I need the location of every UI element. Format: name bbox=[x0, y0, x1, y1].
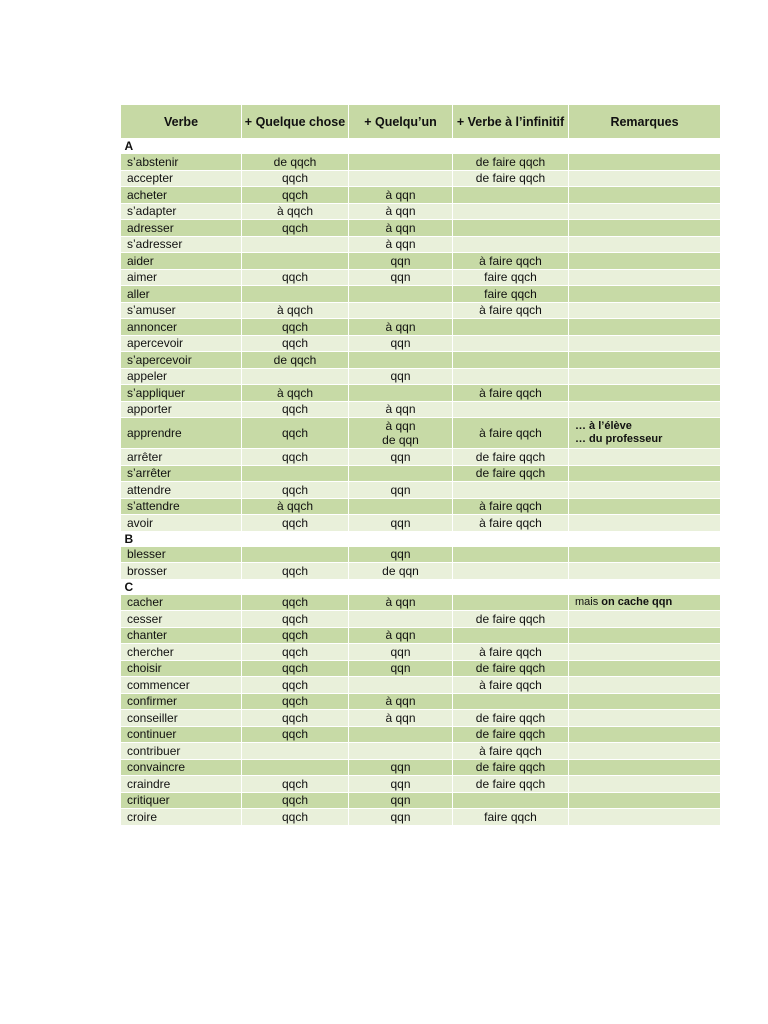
table-row bbox=[121, 269, 721, 286]
table-row bbox=[121, 809, 721, 826]
cell-infinitif: à faire qqch bbox=[453, 302, 569, 319]
cell-verbe: apprendre bbox=[121, 418, 242, 449]
cell-remarques bbox=[569, 482, 721, 499]
table-row bbox=[121, 710, 721, 727]
cell-infinitif bbox=[453, 627, 569, 644]
cell-infinitif: faire qqch bbox=[453, 269, 569, 286]
cell-quelquun: à qqn bbox=[349, 203, 453, 220]
cell-infinitif: de faire qqch bbox=[453, 776, 569, 793]
cell-infinitif bbox=[453, 482, 569, 499]
table-row bbox=[121, 401, 721, 418]
cell-remarques bbox=[569, 236, 721, 253]
cell-quelque-chose: qqch bbox=[242, 269, 349, 286]
section-letter-row bbox=[121, 139, 721, 154]
cell-verbe: chercher bbox=[121, 644, 242, 661]
table-row bbox=[121, 385, 721, 402]
cell-quelquun bbox=[349, 677, 453, 694]
cell-quelque-chose bbox=[242, 759, 349, 776]
cell-infinitif: à faire qqch bbox=[453, 498, 569, 515]
cell-remarques bbox=[569, 776, 721, 793]
cell-remarques bbox=[569, 187, 721, 204]
cell-quelque-chose: à qqch bbox=[242, 203, 349, 220]
cell-quelquun: qqn bbox=[349, 792, 453, 809]
table-row bbox=[121, 759, 721, 776]
cell-quelque-chose: qqch bbox=[242, 563, 349, 580]
cell-remarques bbox=[569, 759, 721, 776]
cell-quelquun bbox=[349, 611, 453, 628]
cell-remarques bbox=[569, 563, 721, 580]
cell-infinitif bbox=[453, 236, 569, 253]
cell-remarques bbox=[569, 627, 721, 644]
cell-remarques bbox=[569, 368, 721, 385]
cell-remarques bbox=[569, 203, 721, 220]
cell-remarques bbox=[569, 743, 721, 760]
cell-quelquun bbox=[349, 726, 453, 743]
cell-remarques bbox=[569, 644, 721, 661]
table-row bbox=[121, 611, 721, 628]
table-row bbox=[121, 563, 721, 580]
cell-quelque-chose bbox=[242, 465, 349, 482]
cell-quelque-chose: qqch bbox=[242, 809, 349, 826]
cell-verbe: blesser bbox=[121, 546, 242, 563]
cell-verbe: aller bbox=[121, 286, 242, 303]
cell-infinitif: de faire qqch bbox=[453, 726, 569, 743]
cell-infinitif: à faire qqch bbox=[453, 644, 569, 661]
cell-quelque-chose: qqch bbox=[242, 644, 349, 661]
table-header bbox=[121, 105, 721, 139]
table-row bbox=[121, 726, 721, 743]
cell-quelquun bbox=[349, 418, 453, 449]
table-row bbox=[121, 319, 721, 336]
cell-verbe: critiquer bbox=[121, 792, 242, 809]
table-row bbox=[121, 482, 721, 499]
cell-remarques bbox=[569, 385, 721, 402]
cell-remarques bbox=[569, 465, 721, 482]
cell-verbe: attendre bbox=[121, 482, 242, 499]
table-row bbox=[121, 693, 721, 710]
cell-quelque-chose: qqch bbox=[242, 660, 349, 677]
cell-infinitif bbox=[453, 594, 569, 611]
cell-quelquun: qqn bbox=[349, 809, 453, 826]
cell-infinitif bbox=[453, 319, 569, 336]
cell-remarques bbox=[569, 253, 721, 270]
cell-remarques bbox=[569, 660, 721, 677]
cell-verbe: chanter bbox=[121, 627, 242, 644]
cell-verbe: s’arrêter bbox=[121, 465, 242, 482]
table-row bbox=[121, 743, 721, 760]
cell-verbe: acheter bbox=[121, 187, 242, 204]
cell-remarques bbox=[569, 269, 721, 286]
cell-quelque-chose: qqch bbox=[242, 220, 349, 237]
table-row bbox=[121, 236, 721, 253]
cell-quelque-chose bbox=[242, 743, 349, 760]
cell-quelquun: à qqn bbox=[349, 693, 453, 710]
cell-remarques bbox=[569, 302, 721, 319]
section-letter: B bbox=[121, 531, 721, 546]
table-row bbox=[121, 418, 721, 449]
cell-verbe: aimer bbox=[121, 269, 242, 286]
table-row bbox=[121, 660, 721, 677]
cell-quelque-chose: qqch bbox=[242, 482, 349, 499]
cell-verbe: craindre bbox=[121, 776, 242, 793]
cell-remarques bbox=[569, 319, 721, 336]
cell-quelque-chose: qqch bbox=[242, 187, 349, 204]
table-row bbox=[121, 335, 721, 352]
cell-infinitif: de faire qqch bbox=[453, 154, 569, 171]
cell-infinitif bbox=[453, 335, 569, 352]
header-remarques: Remarques bbox=[569, 105, 721, 139]
cell-verbe: arrêter bbox=[121, 449, 242, 466]
cell-remarques bbox=[569, 170, 721, 187]
cell-quelquun-line1: à qqn bbox=[385, 419, 416, 433]
cell-quelque-chose: à qqch bbox=[242, 385, 349, 402]
cell-quelquun: qqn bbox=[349, 515, 453, 532]
cell-verbe: conseiller bbox=[121, 710, 242, 727]
cell-infinitif bbox=[453, 563, 569, 580]
cell-verbe: apercevoir bbox=[121, 335, 242, 352]
cell-infinitif: de faire qqch bbox=[453, 465, 569, 482]
cell-verbe: s’appliquer bbox=[121, 385, 242, 402]
cell-verbe: choisir bbox=[121, 660, 242, 677]
cell-quelque-chose bbox=[242, 368, 349, 385]
cell-quelquun bbox=[349, 465, 453, 482]
cell-quelque-chose: qqch bbox=[242, 594, 349, 611]
table-row bbox=[121, 677, 721, 694]
cell-quelquun: à qqn bbox=[349, 319, 453, 336]
cell-infinitif: à faire qqch bbox=[453, 515, 569, 532]
cell-remarques bbox=[569, 335, 721, 352]
cell-remarques bbox=[569, 449, 721, 466]
cell-quelquun: à qqn bbox=[349, 401, 453, 418]
table-row bbox=[121, 644, 721, 661]
cell-remarques bbox=[569, 677, 721, 694]
cell-quelquun: à qqn bbox=[349, 236, 453, 253]
cell-quelque-chose: à qqch bbox=[242, 302, 349, 319]
cell-quelque-chose: qqch bbox=[242, 170, 349, 187]
cell-infinitif bbox=[453, 203, 569, 220]
cell-infinitif: de faire qqch bbox=[453, 449, 569, 466]
table-row bbox=[121, 627, 721, 644]
cell-infinitif: à faire qqch bbox=[453, 385, 569, 402]
cell-verbe: s’adresser bbox=[121, 236, 242, 253]
cell-verbe: convaincre bbox=[121, 759, 242, 776]
cell-quelquun: qqn bbox=[349, 253, 453, 270]
table-row bbox=[121, 449, 721, 466]
cell-quelquun: qqn bbox=[349, 335, 453, 352]
cell-infinitif: de faire qqch bbox=[453, 710, 569, 727]
cell-quelque-chose: qqch bbox=[242, 611, 349, 628]
cell-infinitif: faire qqch bbox=[453, 809, 569, 826]
table-row bbox=[121, 154, 721, 171]
cell-remarques bbox=[569, 546, 721, 563]
cell-remarques bbox=[569, 154, 721, 171]
cell-verbe: s’attendre bbox=[121, 498, 242, 515]
cell-infinitif bbox=[453, 352, 569, 369]
cell-quelquun bbox=[349, 170, 453, 187]
cell-verbe: commencer bbox=[121, 677, 242, 694]
table-row bbox=[121, 776, 721, 793]
cell-quelque-chose: à qqch bbox=[242, 498, 349, 515]
cell-quelque-chose bbox=[242, 546, 349, 563]
cell-quelque-chose: qqch bbox=[242, 627, 349, 644]
cell-infinitif: de faire qqch bbox=[453, 759, 569, 776]
cell-infinitif: à faire qqch bbox=[453, 418, 569, 449]
table-body bbox=[121, 139, 721, 826]
cell-quelquun bbox=[349, 743, 453, 760]
cell-verbe: aider bbox=[121, 253, 242, 270]
cell-verbe: accepter bbox=[121, 170, 242, 187]
header-row bbox=[121, 105, 721, 139]
cell-quelque-chose: qqch bbox=[242, 515, 349, 532]
cell-quelquun: qqn bbox=[349, 776, 453, 793]
cell-quelque-chose: qqch bbox=[242, 401, 349, 418]
cell-quelquun bbox=[349, 302, 453, 319]
section-letter: A bbox=[121, 139, 721, 154]
cell-quelque-chose bbox=[242, 286, 349, 303]
cell-remarques bbox=[569, 693, 721, 710]
cell-verbe: cacher bbox=[121, 594, 242, 611]
section-letter-row bbox=[121, 579, 721, 594]
cell-quelquun: qqn bbox=[349, 660, 453, 677]
cell-quelquun: qqn bbox=[349, 759, 453, 776]
cell-remarques bbox=[569, 352, 721, 369]
cell-quelque-chose: de qqch bbox=[242, 154, 349, 171]
table-row bbox=[121, 170, 721, 187]
cell-quelque-chose bbox=[242, 253, 349, 270]
cell-infinitif bbox=[453, 220, 569, 237]
table-row bbox=[121, 792, 721, 809]
cell-quelquun: qqn bbox=[349, 546, 453, 563]
table-row bbox=[121, 498, 721, 515]
cell-verbe: appeler bbox=[121, 368, 242, 385]
cell-quelque-chose: qqch bbox=[242, 335, 349, 352]
section-letter: C bbox=[121, 579, 721, 594]
cell-quelque-chose bbox=[242, 236, 349, 253]
cell-infinitif bbox=[453, 792, 569, 809]
cell-quelque-chose: qqch bbox=[242, 726, 349, 743]
cell-remarques bbox=[569, 418, 721, 449]
cell-verbe: adresser bbox=[121, 220, 242, 237]
cell-verbe: brosser bbox=[121, 563, 242, 580]
cell-quelquun bbox=[349, 286, 453, 303]
table-row bbox=[121, 368, 721, 385]
cell-quelque-chose: qqch bbox=[242, 449, 349, 466]
cell-verbe: apporter bbox=[121, 401, 242, 418]
table-row bbox=[121, 515, 721, 532]
header-quelquun: + Quelqu’un bbox=[349, 105, 453, 139]
table-row bbox=[121, 220, 721, 237]
table-row bbox=[121, 203, 721, 220]
cell-infinitif: à faire qqch bbox=[453, 253, 569, 270]
cell-quelquun: à qqn bbox=[349, 627, 453, 644]
cell-remarques bbox=[569, 792, 721, 809]
cell-verbe: continuer bbox=[121, 726, 242, 743]
table-row bbox=[121, 286, 721, 303]
cell-infinitif bbox=[453, 187, 569, 204]
table-row bbox=[121, 594, 721, 611]
table-row bbox=[121, 187, 721, 204]
cell-quelque-chose: qqch bbox=[242, 776, 349, 793]
cell-infinitif: de faire qqch bbox=[453, 611, 569, 628]
cell-quelque-chose: qqch bbox=[242, 418, 349, 449]
cell-infinitif: de faire qqch bbox=[453, 660, 569, 677]
cell-verbe: s’adapter bbox=[121, 203, 242, 220]
cell-remarques bbox=[569, 220, 721, 237]
table-row bbox=[121, 302, 721, 319]
remark-line2: … du professeur bbox=[575, 433, 663, 445]
cell-verbe: cesser bbox=[121, 611, 242, 628]
cell-quelque-chose: qqch bbox=[242, 319, 349, 336]
cell-verbe: avoir bbox=[121, 515, 242, 532]
cell-infinitif bbox=[453, 546, 569, 563]
cell-remarques bbox=[569, 611, 721, 628]
cell-verbe: annoncer bbox=[121, 319, 242, 336]
cell-remarques bbox=[569, 726, 721, 743]
cell-infinitif: faire qqch bbox=[453, 286, 569, 303]
cell-quelquun: qqn bbox=[349, 644, 453, 661]
cell-remarques bbox=[569, 594, 721, 611]
cell-infinitif bbox=[453, 693, 569, 710]
cell-quelquun bbox=[349, 154, 453, 171]
cell-quelquun: qqn bbox=[349, 449, 453, 466]
cell-quelquun: qqn bbox=[349, 482, 453, 499]
remark-line1: … à l’élève bbox=[575, 420, 632, 432]
section-letter-row bbox=[121, 531, 721, 546]
cell-quelquun bbox=[349, 385, 453, 402]
cell-quelque-chose: qqch bbox=[242, 677, 349, 694]
cell-infinitif: de faire qqch bbox=[453, 170, 569, 187]
table-row bbox=[121, 546, 721, 563]
cell-verbe: confirmer bbox=[121, 693, 242, 710]
cell-quelquun: à qqn bbox=[349, 187, 453, 204]
table-row bbox=[121, 352, 721, 369]
remark-text: mais bbox=[575, 595, 599, 608]
table-row bbox=[121, 465, 721, 482]
cell-quelquun: qqn bbox=[349, 368, 453, 385]
cell-quelque-chose: qqch bbox=[242, 693, 349, 710]
cell-quelquun: à qqn bbox=[349, 220, 453, 237]
header-verbe-infinitif: + Verbe à l’infinitif bbox=[453, 105, 569, 139]
cell-infinitif bbox=[453, 368, 569, 385]
cell-quelque-chose: de qqch bbox=[242, 352, 349, 369]
cell-remarques bbox=[569, 809, 721, 826]
cell-quelquun bbox=[349, 498, 453, 515]
cell-remarques bbox=[569, 710, 721, 727]
cell-verbe: s’apercevoir bbox=[121, 352, 242, 369]
cell-quelque-chose: qqch bbox=[242, 792, 349, 809]
cell-verbe: contribuer bbox=[121, 743, 242, 760]
verb-table bbox=[120, 104, 721, 826]
cell-quelque-chose: qqch bbox=[242, 710, 349, 727]
remark-bold: on cache qqn bbox=[601, 595, 673, 608]
header-verbe: Verbe bbox=[121, 105, 242, 139]
cell-quelquun: qqn bbox=[349, 269, 453, 286]
cell-infinitif: à faire qqch bbox=[453, 743, 569, 760]
cell-remarques bbox=[569, 515, 721, 532]
cell-quelquun: à qqn bbox=[349, 710, 453, 727]
header-quelque-chose: + Quelque chose bbox=[242, 105, 349, 139]
cell-quelquun: de qqn bbox=[349, 563, 453, 580]
cell-infinitif: à faire qqch bbox=[453, 677, 569, 694]
cell-verbe: s’amuser bbox=[121, 302, 242, 319]
cell-remarques bbox=[569, 498, 721, 515]
table-row bbox=[121, 253, 721, 270]
cell-quelquun: à qqn bbox=[349, 594, 453, 611]
cell-remarques bbox=[569, 286, 721, 303]
cell-verbe: croire bbox=[121, 809, 242, 826]
cell-remarques bbox=[569, 401, 721, 418]
cell-quelquun-line2: de qqn bbox=[382, 433, 419, 447]
cell-infinitif bbox=[453, 401, 569, 418]
cell-verbe: s’abstenir bbox=[121, 154, 242, 171]
cell-quelquun bbox=[349, 352, 453, 369]
